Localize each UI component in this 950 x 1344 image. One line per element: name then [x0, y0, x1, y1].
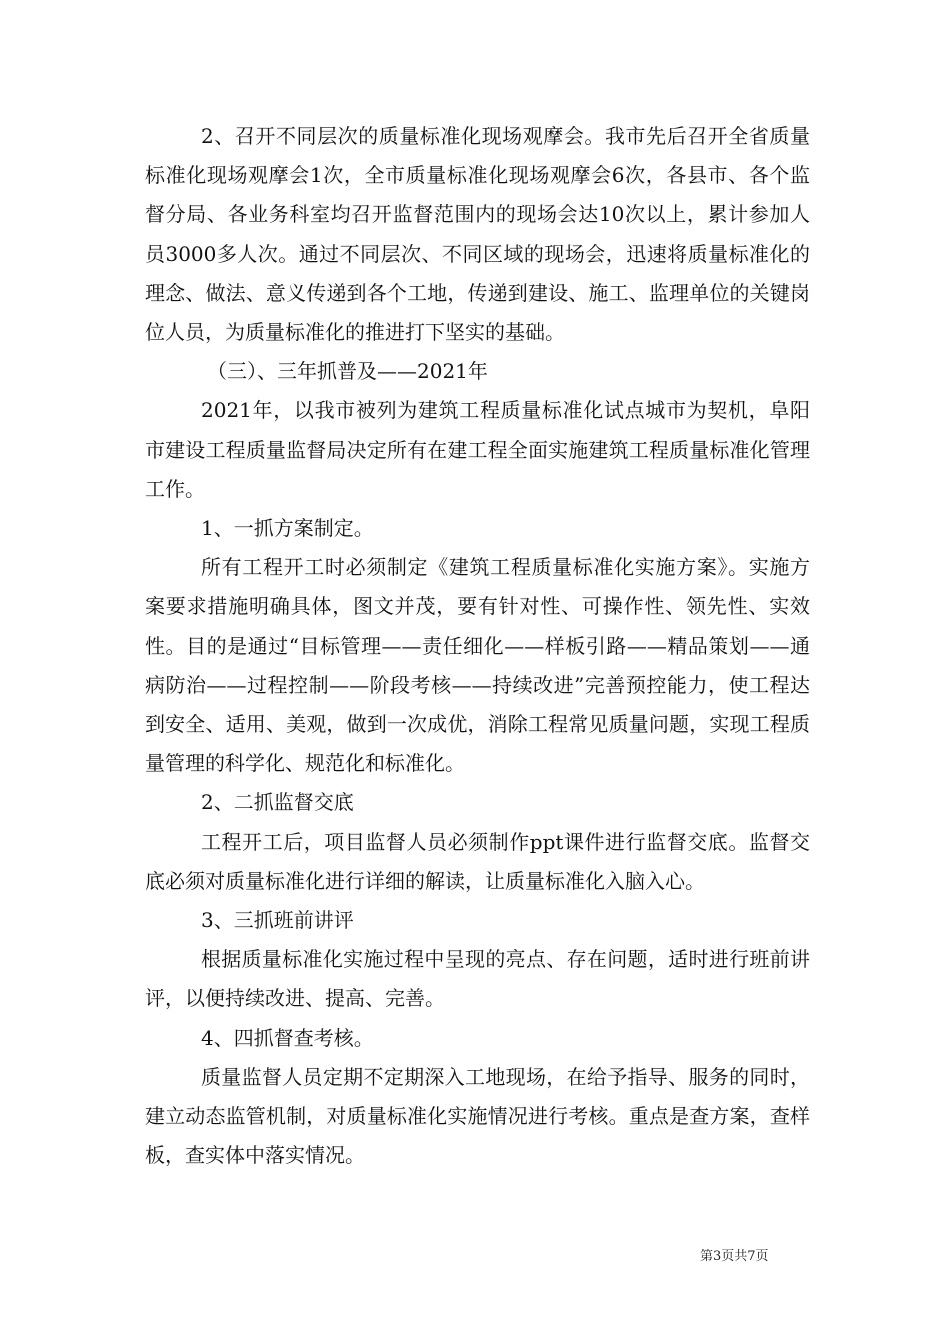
paragraph-supervision-briefing: 工程开工后，项目监督人员必须制作ppt课件进行监督交底。监督交底必须对质量标准化进行详细的解读，让质量标准化入脑入心。 [145, 829, 810, 893]
section-heading-three-years: （三）、三年抓普及——2021年 [207, 359, 488, 384]
paragraph-inspection-assessment: 质量监督人员定期不定期深入工地现场，在给予指导、服务的同时，建立动态监管机制，对质量标准化实施情况进行考核。重点是查方案，查样板，查实体中落实情况。 [145, 1064, 810, 1168]
paragraph-implementation-plan: 所有工程开工时必须制定《建筑工程质量标准化实施方案》。实施方案要求措施明确具体，图文并茂，要有针对性、可操作性、领先性、实效性。目的是通过“目标管理——责任细化——样板引路——精品策划——通病防治——过程控制——阶段考核——持续改进”完善预控能力，使工程达到安全、适用、美观，做到一次成优，消除工程常见质量问题，实现工程质量管理的科学化、规范化和标准化。 [145, 555, 810, 776]
paragraph-pre-shift-review: 根据质量标准化实施过程中呈现的亮点、存在问题，适时进行班前讲评，以便持续改进、提高、完善。 [145, 947, 810, 1011]
subheading-plan-formulation: 1、一抓方案制定。 [201, 516, 374, 541]
page-number-footer: 第3页共7页 [700, 1249, 769, 1264]
document-body [145, 117, 810, 1175]
paragraph-pilot-city: 2021年，以我市被列为建筑工程质量标准化试点城市为契机，阜阳市建设工程质量监督局决定所有在建工程全面实施建筑工程质量标准化管理工作。 [145, 398, 810, 501]
subheading-pre-shift-review: 3、三抓班前讲评 [201, 908, 354, 933]
paragraph-observation-meetings: 2、召开不同层次的质量标准化现场观摩会。我市先后召开全省质量标准化现场观摩会1次，全市质量标准化现场观摩会6次，各县市、各个监督分局、各业务科室均召开监督范围内的现场会达10次以上，累计参加人员3000多人次。通过不同层次、不同区域的现场会，迅速将质量标准化的理念、做法、意义传递到各个工地，传递到建设、施工、监理单位的关键岗位人员，为质量标准化的推进打下坚实的基础。 [145, 124, 810, 345]
subheading-supervision-briefing: 2、二抓监督交底 [201, 790, 354, 815]
subheading-inspection-assessment: 4、四抓督查考核。 [201, 1025, 374, 1050]
